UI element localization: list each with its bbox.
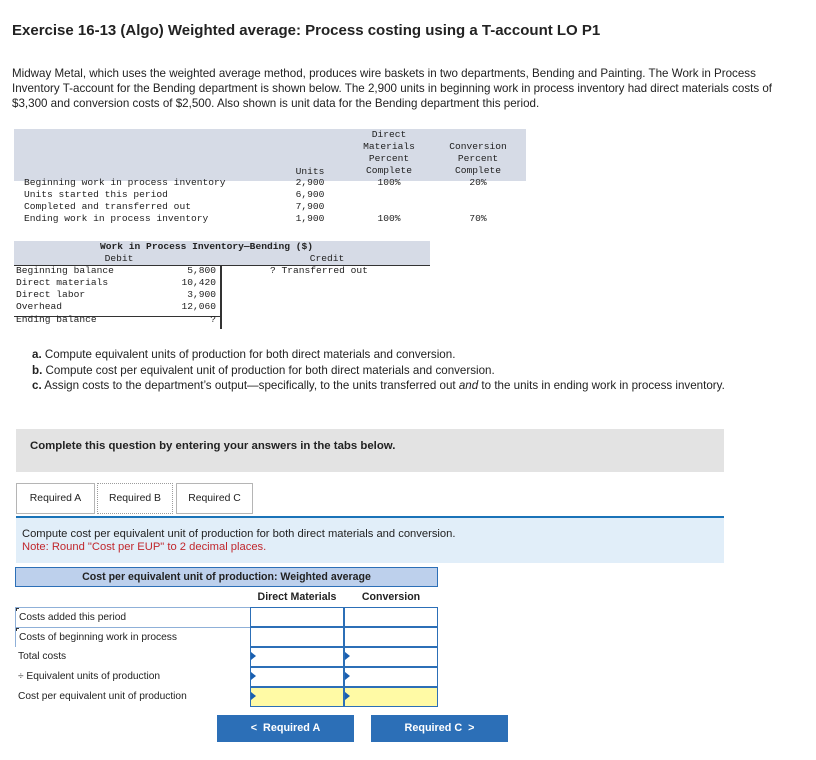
unit-row-label: Beginning work in process inventory — [24, 177, 226, 188]
unit-row-label: Ending work in process inventory — [24, 213, 209, 224]
dm-header-4: Complete — [365, 165, 413, 176]
t-account-title: Work in Process Inventory—Bending ($) — [100, 241, 314, 252]
unit-row-conv: 70% — [469, 213, 487, 224]
grid-row-label-text: Costs of beginning work in process — [19, 632, 177, 643]
question-c — [32, 378, 782, 394]
input-total-costs-dm[interactable] — [250, 647, 344, 667]
unit-row-units: 6,900 — [295, 189, 325, 200]
unit-row-conv: 20% — [469, 177, 487, 188]
question-list — [32, 347, 782, 394]
dropdown-marker-icon — [251, 672, 256, 680]
exercise-title: Exercise 16-13 (Algo) Weighted average: Process costing using a T-account LO P1 — [12, 22, 601, 39]
dropdown-marker-icon — [251, 652, 256, 660]
question-c-emphasis: and — [458, 379, 479, 392]
input-beginning-wip-conversion[interactable] — [344, 627, 438, 647]
dropdown-marker-icon — [345, 652, 350, 660]
question-c-text-1: Assign costs to the department’s output—specifically, to the units transferred out — [44, 379, 459, 392]
task-text: Compute cost per equivalent unit of production for both direct materials and conversion. — [22, 528, 456, 540]
t-account-credit-label: Credit — [309, 253, 345, 264]
question-c-letter: c. — [32, 379, 42, 392]
input-total-costs-conversion[interactable] — [344, 647, 438, 667]
grid-title: Cost per equivalent unit of production: Weighted average — [15, 567, 438, 587]
unit-row-label: Completed and transferred out — [24, 201, 191, 212]
prev-required-a-button[interactable] — [217, 715, 354, 742]
tab-required-c[interactable]: Required C — [176, 483, 253, 514]
instruction-bar — [16, 429, 724, 472]
tab-required-b[interactable]: Required B — [97, 483, 173, 514]
t-account — [14, 240, 430, 330]
next-button-label: Required C — [404, 722, 463, 734]
t-account-divider — [220, 265, 222, 329]
dropdown-marker-icon — [345, 672, 350, 680]
grid-row — [15, 667, 438, 687]
unit-row-units: 2,900 — [295, 177, 325, 188]
dm-header-2: Materials — [363, 141, 415, 152]
t-debit-value: 3,900 — [187, 289, 216, 300]
t-debit-label: Overhead — [16, 301, 63, 312]
grid-row-label: Total costs — [18, 651, 67, 662]
t-debit-value: 12,060 — [181, 301, 216, 312]
t-debit-value: 10,420 — [181, 277, 216, 288]
grid-header-row — [15, 587, 438, 607]
question-b-letter: b. — [32, 363, 43, 377]
t-account-debit-label: Debit — [104, 253, 134, 264]
input-eup-dm[interactable] — [250, 667, 344, 687]
grid-row-label — [15, 627, 250, 647]
tab-required-a[interactable]: Required A — [16, 483, 95, 514]
intro-paragraph: Midway Metal, which uses the weighted average method, produces wire baskets in two departments, Bending and Painting. The Work in Process Inventory T-account for the Bending department is shown below. The 2,900 units in beginning work in process inventory had direct materials costs of $3,300 and conversion costs of $2,500. Also shown is unit data for the Bending department this period. — [12, 67, 773, 110]
t-debit-label: Beginning balance — [16, 265, 114, 276]
next-required-c-button[interactable] — [371, 715, 508, 742]
t-debit-value: 5,800 — [187, 265, 216, 276]
chevron-left-icon: < — [250, 722, 258, 734]
dm-header-1: Direct — [371, 129, 407, 140]
dm-header-3: Percent — [368, 153, 410, 164]
grid-row-label: ÷ Equivalent units of production — [18, 671, 161, 682]
t-debit-label: Direct materials — [16, 277, 109, 288]
answer-grid — [15, 567, 438, 707]
t-credit-transferred-out: ? Transferred out — [270, 265, 368, 276]
unit-row-label: Units started this period — [24, 189, 168, 200]
question-a — [32, 347, 782, 363]
conv-header-1: Conversion — [449, 141, 507, 152]
question-a-text: Compute equivalent units of production for both direct materials and conversion. — [44, 348, 456, 361]
input-costs-added-dm[interactable] — [250, 607, 344, 627]
input-beginning-wip-dm[interactable] — [250, 627, 344, 647]
input-cost-per-eup-conversion[interactable] — [344, 687, 438, 707]
prev-button-label: Required A — [263, 722, 321, 734]
grid-row — [15, 687, 438, 707]
grid-row-label: Cost per equivalent unit of production — [18, 691, 187, 702]
grid-col-conversion: Conversion — [361, 591, 421, 603]
task-box — [16, 518, 724, 563]
units-header: Units — [295, 166, 325, 177]
question-c-text-2: to the units in ending work in process inventory. — [478, 379, 725, 392]
dropdown-marker-icon — [251, 692, 256, 700]
input-cost-per-eup-dm[interactable] — [250, 687, 344, 707]
input-eup-conversion[interactable] — [344, 667, 438, 687]
t-debit-label: Direct labor — [16, 289, 86, 300]
grid-row-label-text: Costs added this period — [19, 612, 127, 623]
question-b — [32, 363, 782, 379]
unit-row-dm: 100% — [377, 213, 401, 224]
question-b-text: Compute cost per equivalent unit of production for both direct materials and conversion. — [45, 363, 495, 377]
grid-row — [15, 607, 438, 627]
question-a-letter: a. — [32, 348, 42, 361]
grid-row — [15, 647, 438, 667]
task-note: Note: Round "Cost per EUP" to 2 decimal places. — [22, 541, 267, 553]
unit-row-dm: 100% — [377, 177, 401, 188]
grid-row-label — [15, 607, 250, 627]
instruction-text: Complete this question by entering your answers in the tabs below. — [30, 440, 396, 452]
conv-header-2: Percent — [457, 153, 499, 164]
dropdown-marker-icon — [345, 692, 350, 700]
grid-col-dm: Direct Materials — [257, 591, 337, 603]
unit-row-units: 7,900 — [295, 201, 325, 212]
unit-row-units: 1,900 — [295, 213, 325, 224]
t-ending-value: ? — [210, 314, 216, 325]
grid-row — [15, 627, 438, 647]
t-ending-label: Ending balance — [16, 314, 97, 325]
chevron-right-icon: > — [468, 722, 475, 734]
conv-header-3: Complete — [454, 165, 502, 176]
input-costs-added-conversion[interactable] — [344, 607, 438, 627]
unit-data-table — [14, 127, 526, 225]
